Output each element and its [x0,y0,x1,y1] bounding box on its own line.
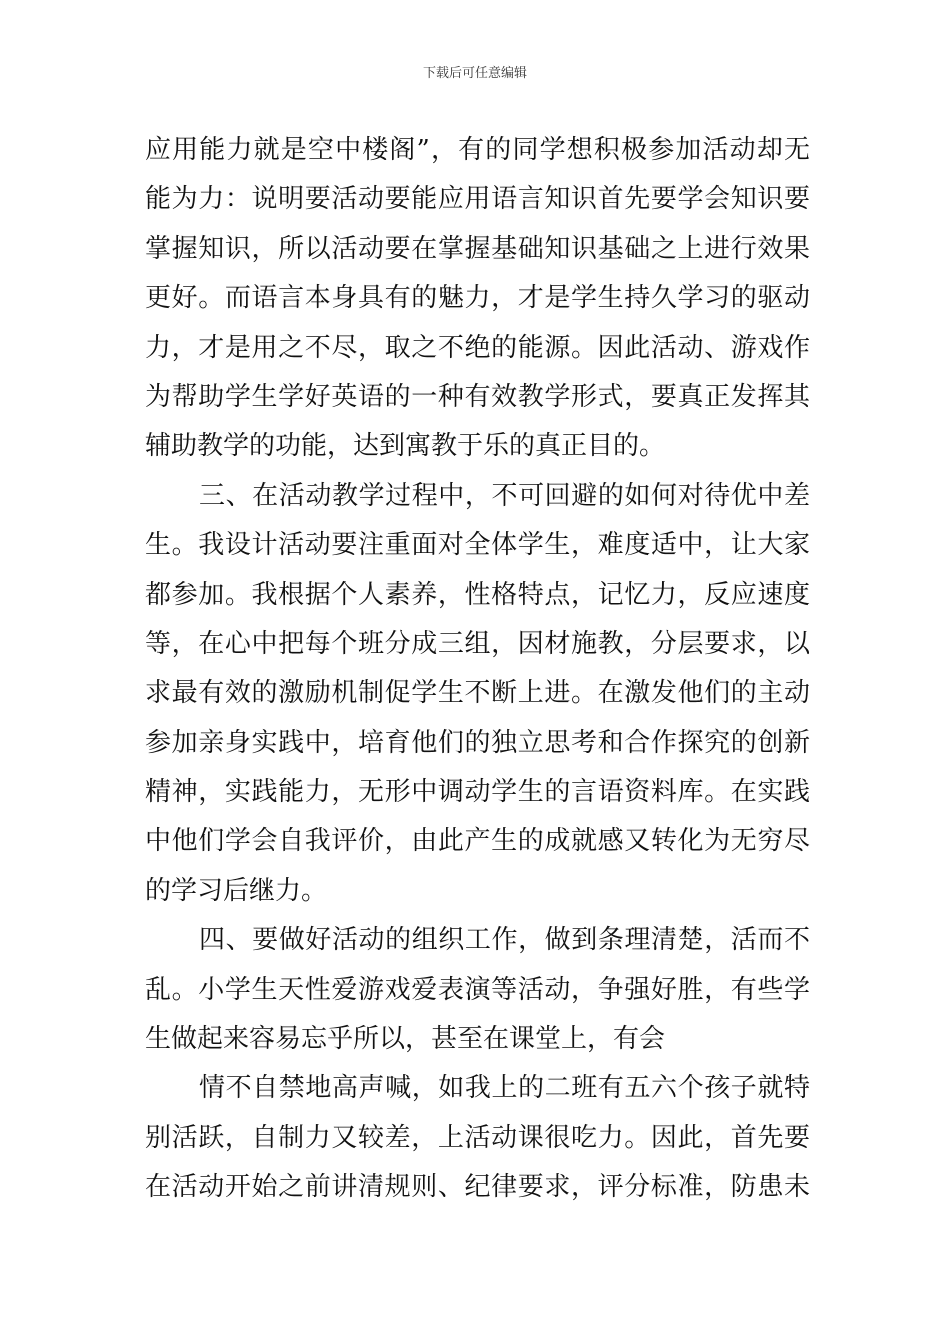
document-body [145,126,810,1213]
text-line-22: 在活动开始之前讲清规则、纪律要求，评分标准，防患未 [145,1172,810,1203]
text-line-13: 参加亲身实践中，培育他们的独立思考和合作探究的创新 [145,727,810,758]
text-line-12: 求最有效的激励机制促学生不断上进。在激发他们的主动 [145,678,810,709]
text-line-17: 四、要做好活动的组织工作，做到条理清楚，活而不 [199,925,810,956]
text-line-2: 能为力：说明要活动要能应用语言知识首先要学会知识要 [145,184,810,215]
text-line-5: 力，才是用之不尽，取之不绝的能源。因此活动、游戏作 [145,332,810,363]
text-line-9: 生。我设计活动要注重面对全体学生，难度适中，让大家 [145,530,810,561]
text-line-6: 为帮助学生学好英语的一种有效教学形式，要真正发挥其 [145,381,810,412]
page-header: 下载后可任意编辑 [422,66,527,81]
text-line-19: 生做起来容易忘乎所以，甚至在课堂上，有会 [145,1024,666,1055]
text-line-7: 辅助教学的功能，达到寓教于乐的真正目的。 [145,431,666,462]
text-line-11: 等，在心中把每个班分成三组，因材施教，分层要求，以 [145,628,810,659]
text-line-15: 中他们学会自我评价，由此产生的成就感又转化为无穷尽 [145,826,810,857]
text-line-16: 的学习后继力。 [145,875,328,906]
text-line-21: 别活跃，自制力又较差，上活动课很吃力。因此，首先要 [145,1122,810,1153]
text-line-14: 精神，实践能力，无形中调动学生的言语资料库。在实践 [145,777,810,808]
text-line-20: 情不自禁地高声喊，如我上的二班有五六个孩子就特 [199,1073,810,1104]
text-line-18: 乱。小学生天性爱游戏爱表演等活动，争强好胜，有些学 [145,974,810,1005]
text-line-3: 掌握知识，所以活动要在掌握基础知识基础之上进行效果 [145,233,810,264]
text-line-1: 应用能力就是空中楼阁”，有的同学想积极参加活动却无 [145,135,810,165]
text-line-10: 都参加。我根据个人素养，性格特点，记忆力，反应速度 [145,579,810,610]
text-line-8: 三、在活动教学过程中，不可回避的如何对待优中差 [199,480,810,511]
text-line-4: 更好。而语言本身具有的魅力，才是学生持久学习的驱动 [145,283,810,314]
